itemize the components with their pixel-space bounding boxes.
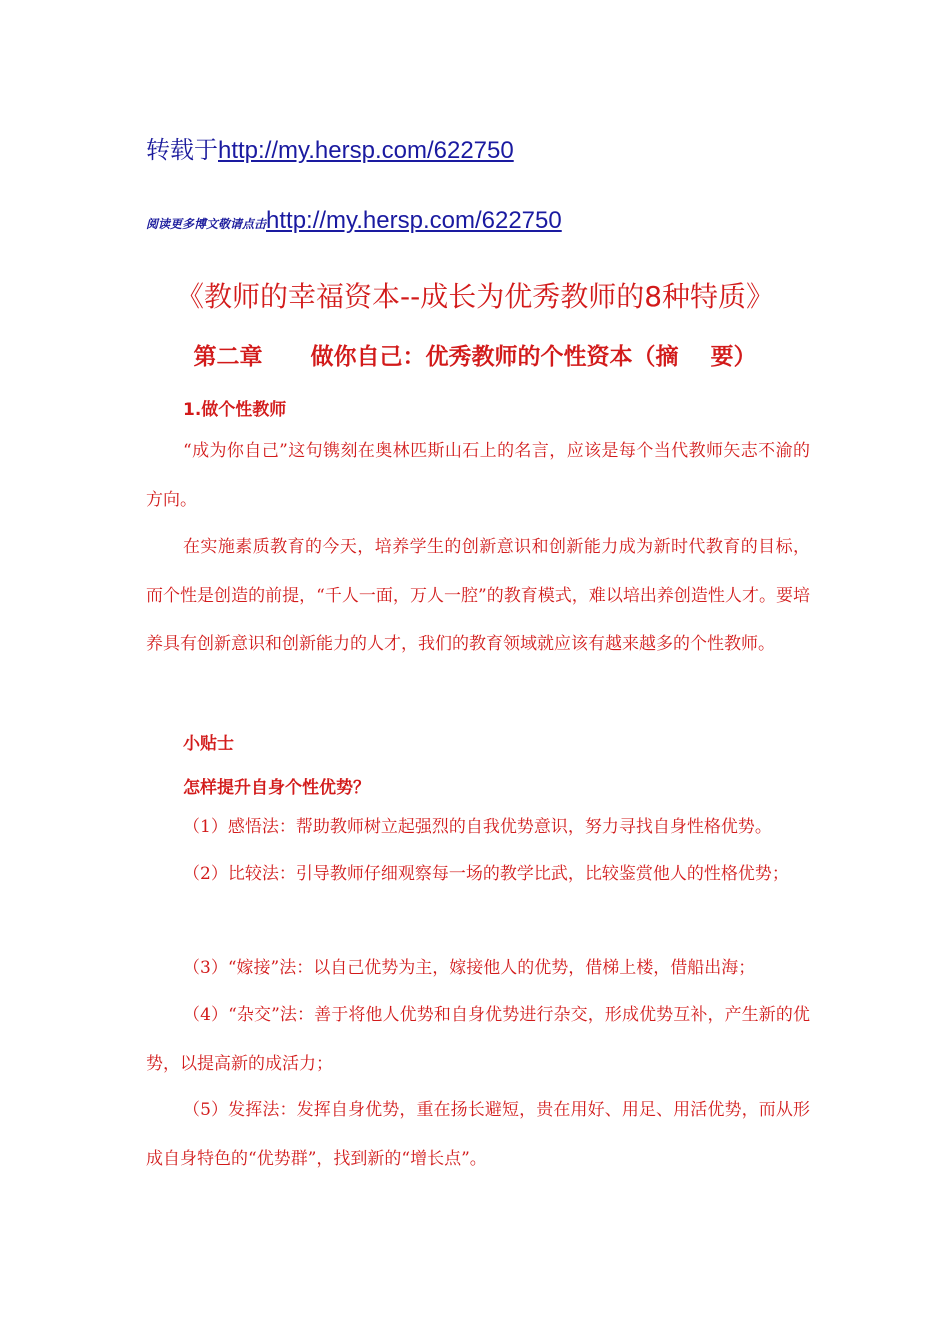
book-title: 《教师的幸福资本--成长为优秀教师的8种特质》: [175, 280, 775, 313]
paragraph-intro: “成为你自己”这句镌刻在奥林匹斯山石上的名言，应该是每个当代教师矢志不渝的方向。: [146, 441, 810, 510]
chapter-title: 第二章 做你自己：优秀教师的个性资本（摘 要）: [193, 344, 757, 370]
tips-label: 小贴士: [183, 734, 234, 754]
tip-item-4: （4）“杂交”法：善于将他人优势和自身优势进行杂交，形成优势互补，产生新的优势，以提高新的成活力；: [146, 1005, 810, 1074]
paragraph-body: 在实施素质教育的今天，培养学生的创新意识和创新能力成为新时代教育的目标，而个性是创造的前提，“千人一面，万人一腔”的教育模式，难以培出养创造性人才。要培养具有创新意识和创新能力的人才，我们的教育领域就应该有越来越多的个性教师。: [146, 537, 810, 654]
tip-item-3: （3）“嫁接”法：以自己优势为主，嫁接他人的优势，借梯上楼，借船出海；: [183, 958, 756, 978]
reprint-link[interactable]: http://my.hersp.com/622750: [218, 137, 514, 164]
tip-item-1: （1）感悟法：帮助教师树立起强烈的自我优势意识，努力寻找自身性格优势。: [183, 817, 772, 837]
section-heading: 1.做个性教师: [183, 400, 287, 420]
readmore-line: [146, 205, 562, 240]
tip-item-2: （2）比较法：引导教师仔细观察每一场的教学比武，比较鉴赏他人的性格优势；: [183, 864, 789, 884]
reprint-line: [146, 134, 514, 167]
readmore-prefix: 阅读更多博文敬请点击: [146, 217, 267, 231]
tips-question: 怎样提升自身个性优势？: [183, 778, 370, 798]
readmore-link[interactable]: http://my.hersp.com/622750: [266, 207, 562, 234]
reprint-prefix: 转载于: [146, 136, 218, 164]
tip-item-5: （5）发挥法：发挥自身优势，重在扬长避短，贵在用好、用足、用活优势，而从形成自身特色的“优势群”，找到新的“增长点”。: [146, 1100, 810, 1169]
